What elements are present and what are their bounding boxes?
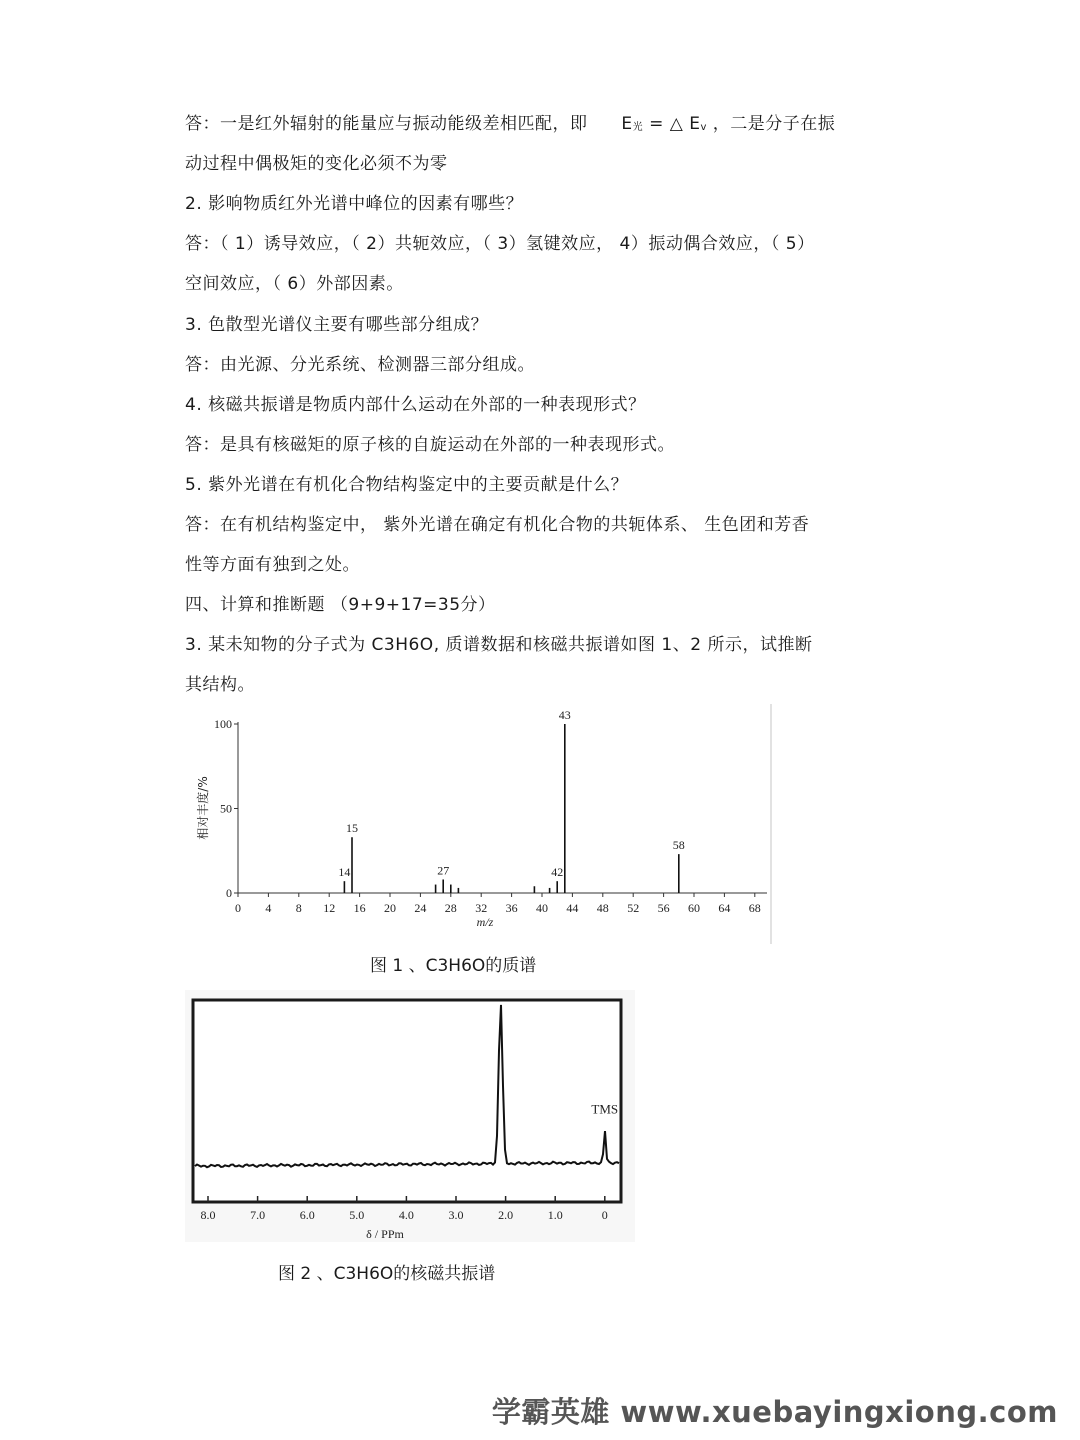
ms-x-tick-label: 56 (657, 901, 670, 915)
ms-x-tick-label: 12 (323, 901, 336, 915)
ms-peak-label: 43 (558, 708, 571, 722)
ms-y-tick-label: 0 (226, 886, 232, 900)
nmr-x-axis-label: δ / PPm (366, 1227, 404, 1241)
ms-x-tick-label: 44 (566, 901, 579, 915)
nmr-x-tick-label: 6.0 (299, 1208, 315, 1222)
ms-y-tick-label: 100 (214, 717, 232, 731)
nmr-x-tick-label: 1.0 (547, 1208, 563, 1222)
answer-1-tail: ，二是分子在振 (712, 114, 836, 134)
watermark: 学霸英雄 www.xuebayingxiong.com (491, 1395, 1058, 1429)
problem-3-line-2: 其结构。 (185, 675, 255, 695)
ms-x-axis-label: m/z (476, 915, 494, 929)
question-4: 4. 核磁共振谱是物质内部什么运动在外部的一种表现形式？ (185, 395, 646, 415)
ms-x-tick-label: 8 (295, 901, 302, 915)
problem-3-line-1: 3. 某未知物的分子式为 C3H6O, 质谱数据和核磁共振谱如图 1、2 所示，试推断 (185, 635, 813, 655)
question-3: 3. 色散型光谱仪主要有哪些部分组成？ (185, 315, 489, 335)
answer-4: 答：是具有核磁矩的原子核的自旋运动在外部的一种表现形式。 (185, 435, 675, 455)
energy-equals: = △ E (649, 114, 701, 134)
answer-1-line-1 (185, 112, 835, 140)
ms-peak-label: 15 (346, 821, 358, 836)
answer-5-line-1: 答：在有机结构鉴定中， 紫外光谱在确定有机化合物的共轭体系、 生色团和芳香 (185, 515, 810, 535)
nmr-x-tick-label: 2.0 (498, 1208, 514, 1222)
ms-x-tick-label: 0 (235, 901, 241, 915)
ms-x-tick-label: 52 (627, 901, 640, 915)
nmr-x-tick-label: 4.0 (398, 1208, 414, 1222)
ms-x-tick-label: 68 (748, 901, 761, 915)
answer-1-line-2: 动过程中偶极矩的变化必须不为零 (185, 154, 448, 174)
question-5: 5. 紫外光谱在有机化合物结构鉴定中的主要贡献是什么？ (185, 475, 629, 495)
answer-2-line-2: 空间效应，（ 6）外部因素。 (185, 274, 404, 294)
nmr-x-tick-label: 7.0 (250, 1208, 266, 1222)
ms-y-axis-label: 相对丰度/% (196, 776, 210, 840)
figure-2-caption: 图 2 、C3H6O的核磁共振谱 (278, 1264, 496, 1284)
section-heading: 四、计算和推断题 （9+9+17=35分） (185, 595, 496, 615)
ms-peak-label: 58 (672, 838, 685, 853)
energy-symbol: E (621, 114, 633, 134)
ms-x-tick-label: 40 (536, 901, 548, 915)
ms-x-tick-label: 28 (444, 901, 457, 915)
ms-x-tick-label: 4 (265, 901, 272, 915)
nmr-x-tick-label: 0 (601, 1208, 608, 1222)
energy-subscript-light: 光 (632, 122, 644, 133)
ms-x-tick-label: 64 (718, 901, 731, 915)
ms-x-tick-label: 48 (596, 901, 609, 915)
nmr-x-tick-label: 8.0 (200, 1208, 216, 1222)
mass-spectrum-chart (185, 700, 777, 946)
ms-x-tick-label: 24 (414, 901, 427, 915)
ms-x-tick-label: 36 (505, 901, 518, 915)
figure-1-caption: 图 1 、C3H6O的质谱 (370, 956, 537, 976)
nmr-peak-label-tms: TMS (591, 1101, 619, 1117)
answer-5-line-2: 性等方面有独到之处。 (185, 555, 360, 575)
nmr-spectrum-chart (185, 990, 635, 1242)
ms-y-tick-label: 50 (220, 801, 232, 816)
ms-x-tick-label: 60 (688, 901, 700, 915)
answer-3: 答：由光源、分光系统、检测器三部分组成。 (185, 355, 535, 375)
ms-peak-label: 42 (551, 865, 564, 880)
ms-x-tick-label: 32 (475, 901, 488, 915)
answer-1-text: 答：一是红外辐射的能量应与振动能级差相匹配，即 (185, 114, 588, 134)
energy-subscript-v: v (700, 122, 707, 133)
answer-2-line-1: 答：（ 1）诱导效应，（ 2）共轭效应，（ 3）氢键效应， 4）振动偶合效应，（ 5） (185, 234, 815, 254)
nmr-plot-frame (193, 1000, 621, 1202)
nmr-x-tick-label: 5.0 (349, 1208, 365, 1222)
question-2: 2. 影响物质红外光谱中峰位的因素有哪些？ (185, 194, 524, 214)
ms-x-tick-label: 16 (353, 901, 366, 915)
nmr-x-tick-label: 3.0 (448, 1208, 464, 1222)
ms-peak-label: 27 (437, 863, 450, 878)
ms-x-tick-label: 20 (384, 901, 396, 915)
ms-peak-label: 14 (338, 865, 351, 880)
